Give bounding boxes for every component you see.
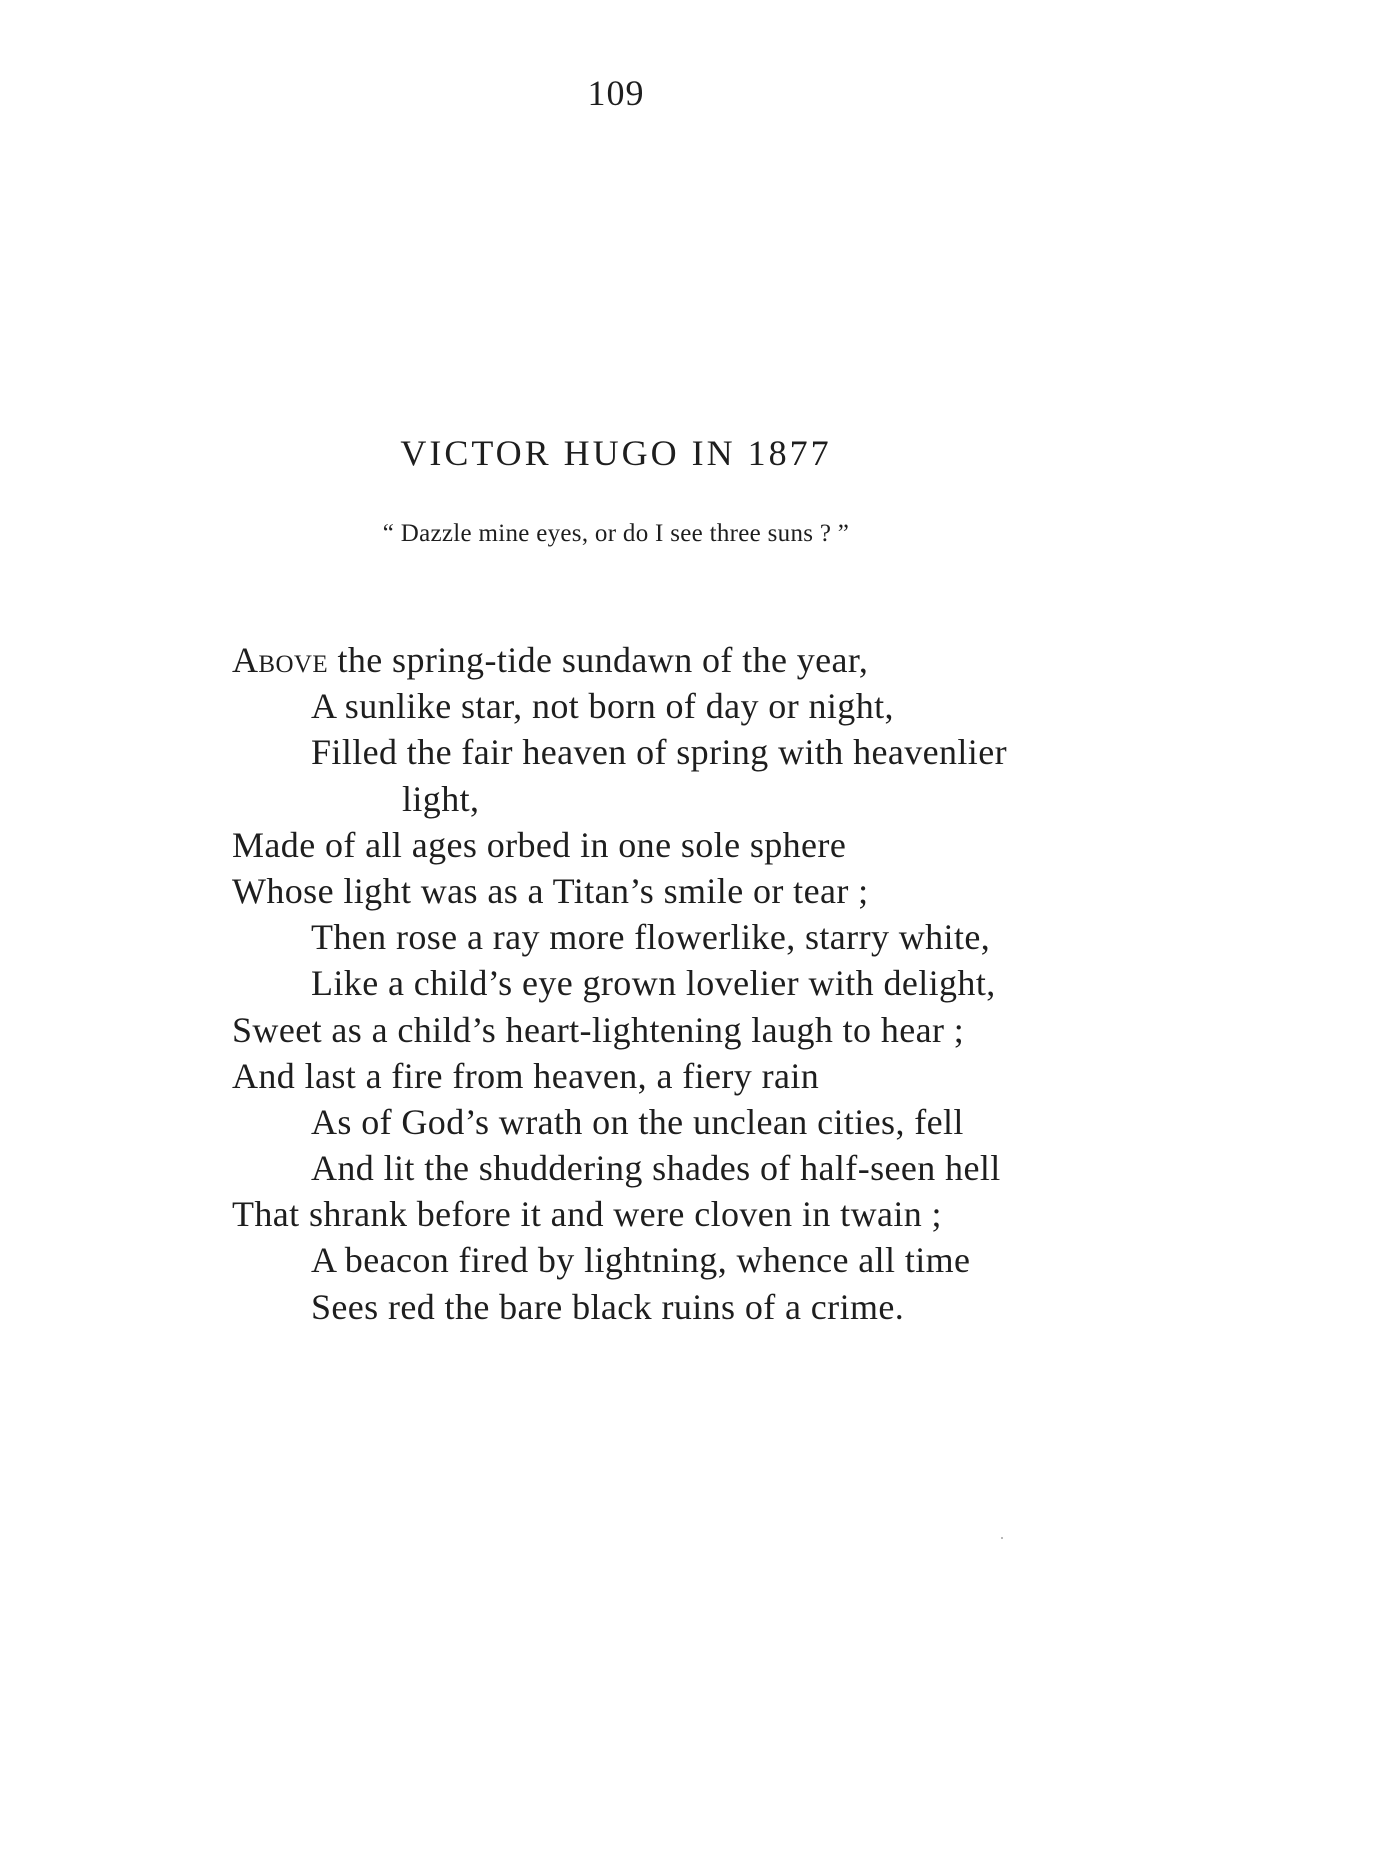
poem-title: VICTOR HUGO IN 1877 xyxy=(400,433,832,473)
poem-line: Made of all ages orbed in one sole sphere xyxy=(232,824,847,865)
poem-line: And last a fire from heaven, a fiery rain xyxy=(232,1055,820,1096)
poem-line: Sweet as a child’s heart-lightening laugh to hear ; xyxy=(232,1009,965,1050)
poem-line: A sunlike star, not born of day or night, xyxy=(311,686,894,727)
poem-line: Filled the fair heaven of spring with heavenlier xyxy=(311,732,1007,773)
page-number: 109 xyxy=(587,73,645,113)
print-speck xyxy=(1001,1537,1003,1539)
poem-first-line-rest: the spring-tide sundawn of the year, xyxy=(328,640,869,680)
epigraph: “ Dazzle mine eyes, or do I see three suns ? ” xyxy=(382,520,850,547)
poem-line: As of God’s wrath on the unclean cities, fell xyxy=(311,1101,964,1142)
poem-body xyxy=(232,637,1292,1330)
poem-line: A beacon fired by lightning, whence all time xyxy=(311,1240,971,1281)
poem-line-continuation: light, xyxy=(402,778,480,819)
poem-line: Whose light was as a Titan’s smile or tear ; xyxy=(232,870,869,911)
poem-line xyxy=(232,637,1292,683)
poem-line: And lit the shuddering shades of half-seen hell xyxy=(311,1148,1001,1189)
poem-line: That shrank before it and were cloven in twain ; xyxy=(232,1194,942,1235)
poem-line: Sees red the bare black ruins of a crime. xyxy=(311,1286,905,1327)
poem-line: Like a child’s eye grown lovelier with delight, xyxy=(311,963,996,1004)
poem-first-word: Above xyxy=(232,640,329,680)
poem-line: Then rose a ray more flowerlike, starry white, xyxy=(311,917,991,958)
